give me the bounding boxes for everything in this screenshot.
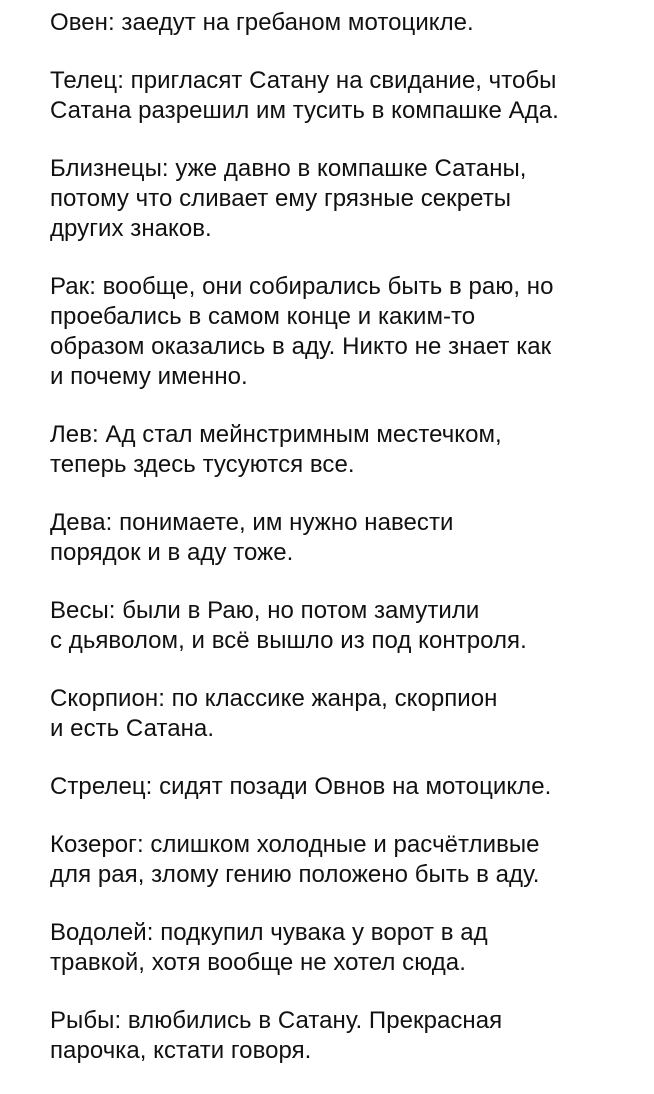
entry-aries [50, 8, 640, 38]
text-line: теперь здесь тусуются все. [50, 451, 355, 478]
entry-cancer [50, 272, 640, 392]
text-line: Сатана разрешил им тусить в компашке Ада. [50, 97, 559, 124]
text-line: Рыбы: влюбились в Сатану. Прекрасная [50, 1007, 503, 1034]
entry-libra [50, 596, 640, 656]
entry-leo [50, 420, 640, 480]
text-line: Скорпион: по классике жанра, скорпион [50, 685, 498, 712]
text-line: для рая, злому гению положено быть в аду. [50, 861, 540, 888]
text-line: с дьяволом, и всё вышло из под контроля. [50, 627, 527, 654]
text-line: и почему именно. [50, 363, 248, 390]
entry-gemini [50, 154, 640, 244]
text-line: и есть Сатана. [50, 715, 215, 742]
text-line: Рак: вообще, они собирались быть в раю, но [50, 273, 554, 300]
entry-pisces [50, 1006, 640, 1066]
text-line: Близнецы: уже давно в компашке Сатаны, [50, 155, 527, 182]
entry-capricorn [50, 830, 640, 890]
entry-taurus [50, 66, 640, 126]
entry-sagittarius [50, 772, 640, 802]
text-line: потому что сливает ему грязные секреты [50, 185, 512, 212]
text-line: травкой, хотя вообще не хотел сюда. [50, 949, 466, 976]
text-line: образом оказались в аду. Никто не знает как [50, 333, 552, 360]
text-line: других знаков. [50, 215, 212, 242]
text-line: Стрелец: сидят позади Овнов на мотоцикле. [50, 773, 552, 800]
text-line: проебались в самом конце и каким-то [50, 303, 476, 330]
text-line: Водолей: подкупил чувака у ворот в ад [50, 919, 488, 946]
text-line: порядок и в аду тоже. [50, 539, 294, 566]
text-line: Весы: были в Раю, но потом замутили [50, 597, 480, 624]
text-line: Телец: пригласят Сатану на свидание, чтобы [50, 67, 557, 94]
text-line: Дева: понимаете, им нужно навести [50, 509, 454, 536]
entry-aquarius [50, 918, 640, 978]
text-line: парочка, кстати говоря. [50, 1037, 312, 1064]
entry-scorpio [50, 684, 640, 744]
text-line: Козерог: слишком холодные и расчётливые [50, 831, 540, 858]
zodiac-entries [50, 8, 640, 1094]
entry-virgo [50, 508, 640, 568]
text-line: Лев: Ад стал мейнстримным местечком, [50, 421, 502, 448]
text-line: Овен: заедут на гребаном мотоцикле. [50, 9, 474, 36]
